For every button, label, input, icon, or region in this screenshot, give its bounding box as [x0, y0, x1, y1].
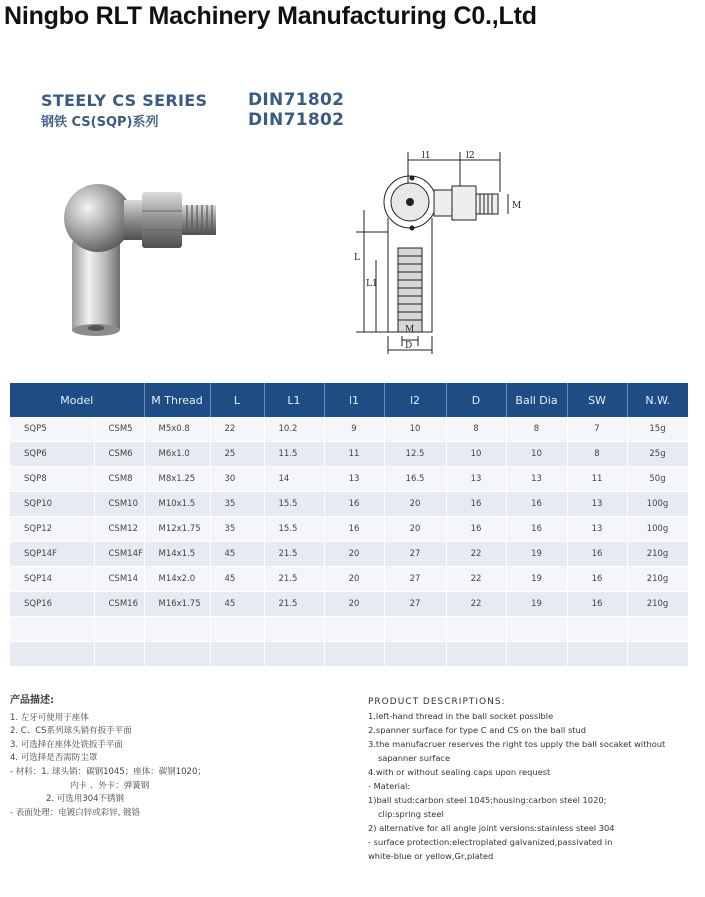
drawing-label-m-bottom: M [405, 325, 415, 335]
cell-model-csm: CSM14 [94, 567, 144, 592]
drawing-label-l2-top: l2 [466, 151, 475, 161]
cell-L1: 15.5 [264, 517, 324, 542]
cell-d: 22 [446, 567, 506, 592]
cell-L1: 10.2 [264, 417, 324, 442]
series-heading [41, 90, 344, 130]
cell-l1: 20 [324, 542, 384, 567]
cell-L1: 21.5 [264, 542, 324, 567]
cell-l2: 27 [384, 567, 446, 592]
cell-l: 35 [210, 517, 264, 542]
en-desc-line: 2.spanner surface for type C and CS on the ball stud [368, 725, 587, 735]
description-english [368, 695, 698, 863]
product-photo [60, 178, 230, 338]
cell-ball-dia: 8 [506, 417, 567, 442]
cell-thread: M6x1.0 [144, 442, 210, 467]
cell-l1: 20 [324, 592, 384, 617]
cell-l: 22 [210, 417, 264, 442]
table-row [10, 417, 688, 442]
cell-sw: 13 [567, 492, 627, 517]
cell-l2: 16.5 [384, 467, 446, 492]
cell-sw: 16 [567, 592, 627, 617]
cell-thread: M16x1.75 [144, 592, 210, 617]
en-desc-line: clip:spring steel [378, 809, 444, 819]
cell-ball-dia: 19 [506, 542, 567, 567]
cell-L1: 21.5 [264, 567, 324, 592]
cell-sw: 7 [567, 417, 627, 442]
en-desc-line: - surface protection:electroplated galvanized,passivated in [368, 837, 613, 847]
cell-model-csm: CSM10 [94, 492, 144, 517]
table-row [10, 492, 688, 517]
cell-sw: 11 [567, 467, 627, 492]
cell-ball-dia: 10 [506, 442, 567, 467]
cn-desc-line: 内卡 、外卡：弹簧钢 [70, 780, 150, 791]
cn-desc-title: 产品描述: [10, 695, 54, 706]
drawing-label-l1-top: l1 [422, 151, 431, 161]
table-row-empty [10, 617, 688, 642]
header-sw: SW [567, 383, 627, 417]
header-l1: l1 [324, 383, 384, 417]
cell-ball-dia: 19 [506, 567, 567, 592]
cell-model-sqp: SQP5 [10, 417, 94, 442]
table-header-row [10, 383, 688, 417]
cell-thread: M5x0.8 [144, 417, 210, 442]
cell-l: 35 [210, 492, 264, 517]
cell-model-sqp: SQP10 [10, 492, 94, 517]
spec-table [10, 383, 689, 667]
cell-l: 30 [210, 467, 264, 492]
cell-l1: 11 [324, 442, 384, 467]
cell-model-csm: CSM5 [94, 417, 144, 442]
table-row [10, 592, 688, 617]
cn-desc-line: 2. 可选用304不锈钢 [46, 794, 125, 805]
series-title-cn: 钢铁 CS(SQP)系列 [41, 114, 159, 130]
drawing-label-L1: L1 [366, 279, 378, 289]
cell-model-sqp: SQP6 [10, 442, 94, 467]
cell-nw: 210g [627, 592, 688, 617]
cell-d: 22 [446, 592, 506, 617]
cell-l1: 16 [324, 517, 384, 542]
cell-sw: 16 [567, 567, 627, 592]
cell-thread: M8x1.25 [144, 467, 210, 492]
header-thread: M Thread [144, 383, 210, 417]
table-row [10, 442, 688, 467]
header-ball-dia: Ball Dia [506, 383, 567, 417]
cell-ball-dia: 19 [506, 592, 567, 617]
cell-thread: M12x1.75 [144, 517, 210, 542]
din-standard-2: DIN71802 [248, 110, 345, 130]
cell-ball-dia: 16 [506, 492, 567, 517]
drawing-label-m-side: M [512, 201, 522, 211]
cell-d: 8 [446, 417, 506, 442]
cell-model-csm: CSM14F [94, 542, 144, 567]
din-standard-1: DIN71802 [248, 90, 345, 110]
en-desc-line: 1.left-hand thread in the ball socket possible [368, 711, 554, 721]
cell-nw: 100g [627, 517, 688, 542]
cell-model-sqp: SQP8 [10, 467, 94, 492]
header-d: D [446, 383, 506, 417]
en-desc-line: sapanner surface [378, 753, 451, 763]
cell-l1: 9 [324, 417, 384, 442]
cell-model-csm: CSM8 [94, 467, 144, 492]
cell-l1: 13 [324, 467, 384, 492]
cell-d: 16 [446, 517, 506, 542]
header-l2: l2 [384, 383, 446, 417]
drawing-label-l: L [354, 253, 360, 263]
cell-ball-dia: 16 [506, 517, 567, 542]
cn-desc-line: 3. 可选择在座体处铣扳手平面 [10, 739, 123, 750]
table-row [10, 567, 688, 592]
cell-model-csm: CSM16 [94, 592, 144, 617]
technical-drawing [350, 140, 550, 360]
cn-desc-line: 1. 左牙可使用于座体 [10, 712, 89, 723]
cell-nw: 15g [627, 417, 688, 442]
header-L1: L1 [264, 383, 324, 417]
cell-d: 13 [446, 467, 506, 492]
table-row-empty [10, 642, 688, 667]
cell-L1: 21.5 [264, 592, 324, 617]
cell-sw: 13 [567, 517, 627, 542]
cell-thread: M14x1.5 [144, 542, 210, 567]
cell-l: 45 [210, 567, 264, 592]
en-desc-line: - Material: [368, 781, 411, 791]
cell-l2: 27 [384, 542, 446, 567]
header-model: Model [10, 383, 144, 417]
cell-thread: M10x1.5 [144, 492, 210, 517]
cell-L1: 15.5 [264, 492, 324, 517]
cell-model-sqp: SQP14F [10, 542, 94, 567]
cell-sw: 16 [567, 542, 627, 567]
cell-ball-dia: 13 [506, 467, 567, 492]
cell-nw: 50g [627, 467, 688, 492]
series-title-en: STEELY CS SERIES [41, 90, 208, 110]
cell-l2: 27 [384, 592, 446, 617]
cn-desc-line: 2. C、CS系列球头销有扳手平面 [10, 726, 132, 737]
cell-nw: 100g [627, 492, 688, 517]
table-row [10, 517, 688, 542]
cell-d: 22 [446, 542, 506, 567]
header-nw: N.W. [627, 383, 688, 417]
cell-model-csm: CSM12 [94, 517, 144, 542]
en-desc-line: 1)ball stud:carbon steel 1045;housing:carbon steel 1020; [368, 795, 607, 805]
en-desc-line: 4.with or without sealing caps upon request [368, 767, 551, 777]
cell-l2: 20 [384, 492, 446, 517]
cn-desc-line: 4. 可选择是否需防尘罩 [10, 753, 98, 764]
cell-nw: 210g [627, 567, 688, 592]
cell-nw: 25g [627, 442, 688, 467]
cell-thread: M14x2.0 [144, 567, 210, 592]
cell-model-csm: CSM6 [94, 442, 144, 467]
cell-l: 25 [210, 442, 264, 467]
table-row [10, 542, 688, 567]
cell-d: 10 [446, 442, 506, 467]
drawing-label-d-bottom: D [405, 341, 413, 351]
cn-desc-line: - 表面处理：电镀白锌或彩锌, 镀铬 [10, 807, 141, 818]
cell-model-sqp: SQP14 [10, 567, 94, 592]
cell-l2: 12.5 [384, 442, 446, 467]
cell-l: 45 [210, 592, 264, 617]
company-name: Ningbo RLT Machinery Manufacturing C0.,Ltd [4, 2, 537, 30]
cell-L1: 14 [264, 467, 324, 492]
cell-l: 45 [210, 542, 264, 567]
header-l: L [210, 383, 264, 417]
en-desc-line: 3.the manufacruer reserves the right tos upply the ball socaket without [368, 739, 666, 749]
cell-l1: 16 [324, 492, 384, 517]
en-desc-title: PRODUCT DESCRIPTIONS: [368, 697, 506, 707]
cell-l2: 20 [384, 517, 446, 542]
table-row [10, 467, 688, 492]
en-desc-line: 2) alternative for all angle joint versions:stainless steel 304 [368, 823, 615, 833]
description-chinese [10, 694, 206, 820]
cell-sw: 8 [567, 442, 627, 467]
cell-l2: 10 [384, 417, 446, 442]
cell-model-sqp: SQP12 [10, 517, 94, 542]
cell-L1: 11.5 [264, 442, 324, 467]
cell-model-sqp: SQP16 [10, 592, 94, 617]
cell-nw: 210g [627, 542, 688, 567]
cn-desc-line: - 材料：1. 球头销：碳钢1045；座体：碳钢1020； [10, 766, 206, 777]
en-desc-line: white-blue or yellow,Gr,plated [368, 851, 494, 861]
cell-d: 16 [446, 492, 506, 517]
cell-l1: 20 [324, 567, 384, 592]
